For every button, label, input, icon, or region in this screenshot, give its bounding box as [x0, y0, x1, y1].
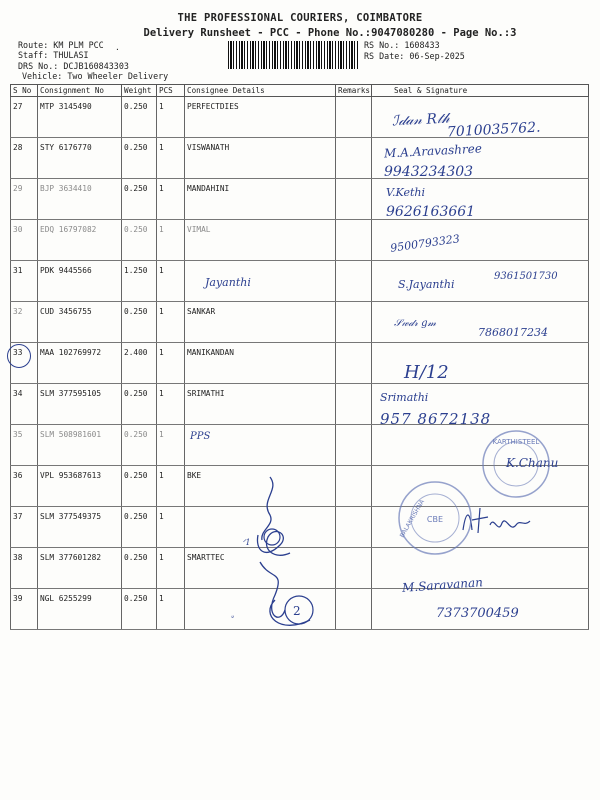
cell-consignee: SANKAR — [185, 302, 336, 343]
cell-consignee: MANIKANDAN — [185, 343, 336, 384]
cell-pcs: 1 — [157, 507, 185, 548]
cell-weight: 0.250 — [122, 302, 157, 343]
handwritten-consignee: Jayanthi — [205, 276, 251, 289]
cell-weight: 0.250 — [122, 589, 157, 630]
handwritten-phone: 9943234303 — [384, 164, 474, 180]
signature-scribble: ℐ𝒹𝒶𝓃 𝑅𝓉𝒽 — [391, 110, 451, 130]
handwritten-consignee: PPS — [190, 431, 211, 442]
handwritten-phone: 7373700459 — [436, 606, 519, 621]
handwritten-mark: ᐟ1 — [242, 538, 251, 547]
signature-scribble: 𝒮𝓌𝒹𝓇 𝑔𝓂 — [394, 318, 436, 329]
cell-remarks — [336, 302, 372, 343]
cell-sno: 35 — [11, 425, 38, 466]
cell-weight: 0.250 — [122, 384, 157, 425]
cell-consignment: NGL 6255299 — [38, 589, 122, 630]
cell-signature — [372, 302, 589, 343]
cell-remarks — [336, 97, 372, 138]
cell-consignee: SRIMATHI — [185, 384, 336, 425]
cell-sno: 28 — [11, 138, 38, 179]
cell-remarks — [336, 548, 372, 589]
cell-pcs: 1 — [157, 179, 185, 220]
cell-weight: 0.250 — [122, 548, 157, 589]
cell-consignee: VIMAL — [185, 220, 336, 261]
cell-remarks — [336, 261, 372, 302]
company-title: THE PROFESSIONAL COURIERS, COIMBATORE — [177, 12, 423, 24]
cell-remarks — [336, 466, 372, 507]
cell-consignee: SMARTTEC — [185, 548, 336, 589]
rs-number: RS No.: 1608433 — [364, 40, 440, 50]
cell-consignee: BKE — [185, 466, 336, 507]
svg-text:2: 2 — [293, 604, 301, 618]
cell-consignment: CUD 3456755 — [38, 302, 122, 343]
table-row — [11, 384, 589, 425]
cell-consignment: STY 6176770 — [38, 138, 122, 179]
cell-sno: 32 — [11, 302, 38, 343]
cell-consignee — [185, 261, 336, 302]
stamp-text: KARTHISTEEL — [492, 438, 540, 446]
route-label: Route: KM PLM PCC — [18, 40, 104, 50]
table-row — [11, 302, 589, 343]
cell-remarks — [336, 384, 372, 425]
cell-weight: 0.250 — [122, 179, 157, 220]
cell-remarks — [336, 343, 372, 384]
cell-weight: 0.250 — [122, 220, 157, 261]
cell-sno: 29 — [11, 179, 38, 220]
cell-signature — [372, 220, 589, 261]
cell-sno: 27 — [11, 97, 38, 138]
cell-consignment: SLM 377595105 — [38, 384, 122, 425]
cell-sno: 36 — [11, 466, 38, 507]
handwritten-phone: 7010035762. — [446, 119, 541, 141]
cell-remarks — [336, 220, 372, 261]
col-weight: Weight — [122, 85, 157, 97]
seal-stamp-icon — [395, 478, 475, 558]
handwritten-name: M.A.Aravashree — [383, 141, 483, 161]
cell-pcs: 1 — [157, 589, 185, 630]
cell-remarks — [336, 425, 372, 466]
cell-consignee: PERFECTDIES — [185, 97, 336, 138]
cell-remarks — [336, 138, 372, 179]
cell-weight: 0.250 — [122, 466, 157, 507]
cell-sno: 38 — [11, 548, 38, 589]
cell-pcs: 1 — [157, 261, 185, 302]
table-row — [11, 343, 589, 384]
cell-consignment: MTP 3145490 — [38, 97, 122, 138]
cell-consignee — [185, 425, 336, 466]
cell-signature — [372, 589, 589, 630]
cell-signature — [372, 97, 589, 138]
col-signature: Seal & Signature — [372, 85, 589, 97]
cell-remarks — [336, 507, 372, 548]
handwritten-phone: 9626163661 — [386, 204, 476, 220]
cell-pcs: 1 — [157, 220, 185, 261]
table-header-row — [11, 85, 589, 97]
cell-weight: 0.250 — [122, 138, 157, 179]
col-remarks: Remarks — [336, 85, 372, 97]
handwritten-mark: ᐡ — [230, 614, 234, 623]
stamp-text: BALAKRISHNA — [398, 498, 427, 539]
table-row — [11, 97, 589, 138]
cell-weight: 2.400 — [122, 343, 157, 384]
handwritten-name: M.Saravanan — [401, 575, 484, 595]
seal-stamp-icon — [480, 428, 552, 500]
col-pcs: PCS — [157, 85, 185, 97]
cell-weight: 1.250 — [122, 261, 157, 302]
cell-signature — [372, 179, 589, 220]
cell-consignment: PDK 9445566 — [38, 261, 122, 302]
cell-pcs: 1 — [157, 466, 185, 507]
cell-signature — [372, 343, 589, 384]
cell-consignee: VISWANATH — [185, 138, 336, 179]
runsheet-title: Delivery Runsheet - PCC - Phone No.:9047080280 - Page No.:3 — [143, 27, 517, 39]
cell-consignment: EDQ 16797082 — [38, 220, 122, 261]
cell-pcs: 1 — [157, 343, 185, 384]
col-sno: S No — [11, 85, 38, 97]
table-row — [11, 179, 589, 220]
cell-pcs: 1 — [157, 384, 185, 425]
table-row — [11, 261, 589, 302]
handwritten-name: K.Chanu — [506, 456, 559, 470]
cell-sno: 30 — [11, 220, 38, 261]
cell-weight: 0.250 — [122, 507, 157, 548]
handwritten-phone: 9500793323 — [389, 232, 461, 255]
cell-pcs: 1 — [157, 548, 185, 589]
cell-consignment: BJP 3634410 — [38, 179, 122, 220]
drs-number: DRS No.: DCJB160843303 — [18, 61, 129, 71]
cell-signature — [372, 138, 589, 179]
cell-pcs: 1 — [157, 97, 185, 138]
cell-weight: 0.250 — [122, 425, 157, 466]
cell-sno: 39 — [11, 589, 38, 630]
cell-signature — [372, 261, 589, 302]
cell-pcs: 1 — [157, 138, 185, 179]
table-row — [11, 138, 589, 179]
signature-scribble — [255, 560, 335, 635]
staff-label: Staff: THULASI — [18, 50, 89, 60]
handwritten-mark: H/12 — [404, 362, 449, 383]
cell-sno: 33 — [11, 343, 38, 384]
vehicle-label: Vehicle: Two Wheeler Delivery — [22, 71, 169, 81]
cell-consignment: MAA 102769972 — [38, 343, 122, 384]
cell-signature — [372, 384, 589, 425]
cell-consignment: VPL 953687613 — [38, 466, 122, 507]
cell-pcs: 1 — [157, 425, 185, 466]
handwritten-name: V.Kethi — [386, 186, 425, 199]
stamp-text: CBE — [426, 515, 444, 524]
handwritten-phone: 957 8672138 — [380, 410, 492, 428]
handwritten-name: S.Jayanthi — [398, 278, 455, 291]
handwritten-phone: 9361501730 — [494, 271, 558, 282]
cell-sno: 34 — [11, 384, 38, 425]
table-row — [11, 220, 589, 261]
cell-remarks — [336, 589, 372, 630]
cell-consignment: SLM 377601282 — [38, 548, 122, 589]
col-consignee: Consignee Details — [185, 85, 336, 97]
handwritten-phone: 7868017234 — [478, 326, 548, 339]
cell-consignee: MANDAHINI — [185, 179, 336, 220]
cell-consignment: SLM 377549375 — [38, 507, 122, 548]
circle-mark — [7, 344, 31, 368]
col-consignment: Consignment No — [38, 85, 122, 97]
cell-remarks — [336, 179, 372, 220]
cell-sno: 37 — [11, 507, 38, 548]
rs-date: RS Date: 06-Sep-2025 — [364, 51, 465, 61]
cell-weight: 0.250 — [122, 97, 157, 138]
cell-pcs: 1 — [157, 302, 185, 343]
barcode — [228, 41, 360, 69]
handwritten-name: Srimathi — [380, 391, 429, 404]
cell-sno: 31 — [11, 261, 38, 302]
tick-mark: · — [115, 45, 120, 54]
cell-consignment: SLM 508981601 — [38, 425, 122, 466]
